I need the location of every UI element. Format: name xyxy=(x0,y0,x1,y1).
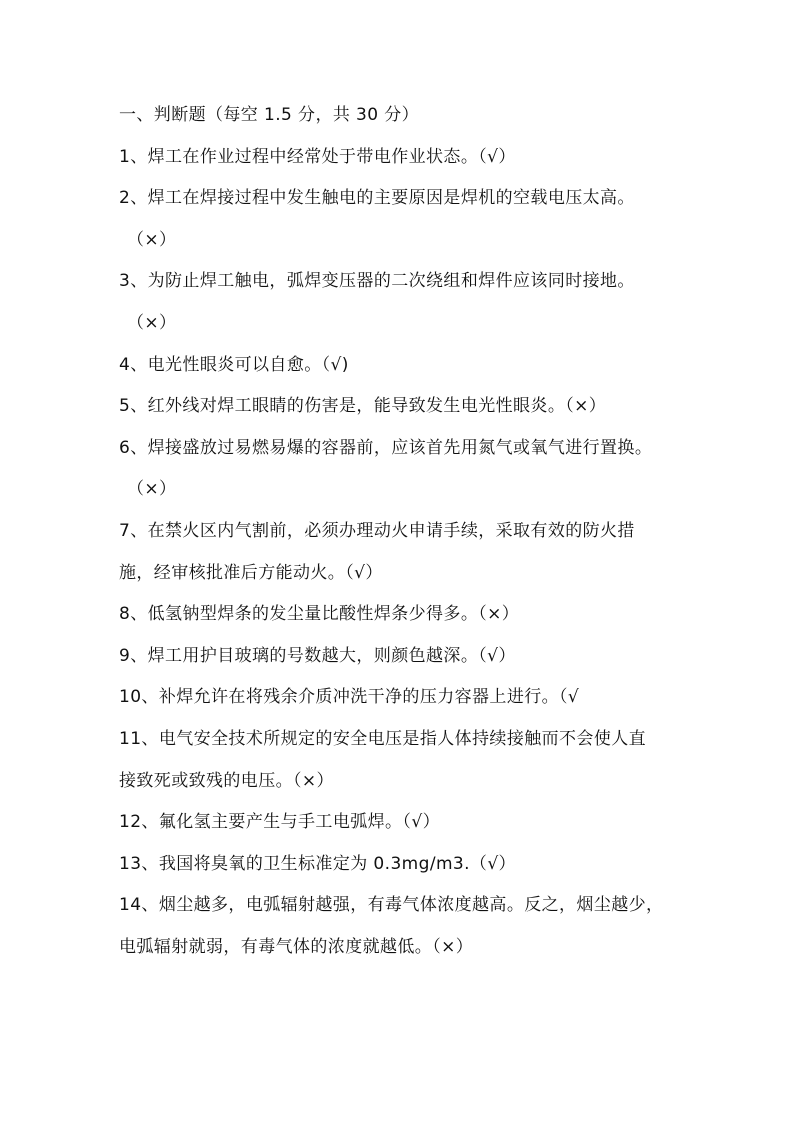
question-9: 9、焊工用护目玻璃的号数越大，则颜色越深。（√） xyxy=(119,645,516,666)
question-12: 12、氟化氢主要产生与手工电弧焊。（√） xyxy=(119,812,440,833)
question-11: 11、电气安全技术所规定的安全电压是指人体持续接触而不会使人直 xyxy=(119,728,647,749)
document-content xyxy=(119,95,679,968)
question-7-continued: 施，经审核批准后方能动火。（√） xyxy=(119,562,383,583)
question-6-answer: （×） xyxy=(127,479,177,500)
question-14-continued: 电弧辐射就弱，有毒气体的浓度就越低。（×） xyxy=(119,936,474,957)
question-2: 2、焊工在焊接过程中发生触电的主要原因是焊机的空载电压太高。 xyxy=(119,188,635,209)
question-4: 4、电光性眼炎可以自愈。（√) xyxy=(119,354,349,375)
question-3-answer: （×） xyxy=(127,312,177,333)
question-7: 7、在禁火区内气割前，必须办理动火申请手续，采取有效的防火措 xyxy=(119,520,635,541)
question-2-answer: （×） xyxy=(127,229,177,250)
question-10: 10、补焊允许在将残余介质冲洗干净的压力容器上进行。（√ xyxy=(119,687,580,708)
question-8: 8、低氢钠型焊条的发尘量比酸性焊条少得多。（×） xyxy=(119,604,520,625)
section-title: 一、判断题（每空 1.5 分，共 30 分） xyxy=(119,105,420,125)
question-5: 5、红外线对焊工眼睛的伤害是，能导致发生电光性眼炎。（×） xyxy=(119,396,607,417)
question-1: 1、焊工在作业过程中经常处于带电作业状态。（√） xyxy=(119,146,516,167)
question-13: 13、我国将臭氧的卫生标准定为 0.3mg/m3.（√） xyxy=(119,853,516,874)
question-6: 6、焊接盛放过易燃易爆的容器前，应该首先用氮气或氧气进行置换。 xyxy=(119,437,653,458)
question-11-continued: 接致死或致残的电压。（×） xyxy=(119,770,334,791)
question-3: 3、为防止焊工触电，弧焊变压器的二次绕组和焊件应该同时接地。 xyxy=(119,271,635,292)
question-14: 14、烟尘越多，电弧辐射越强，有毒气体浓度越高。反之，烟尘越少， xyxy=(119,895,664,916)
